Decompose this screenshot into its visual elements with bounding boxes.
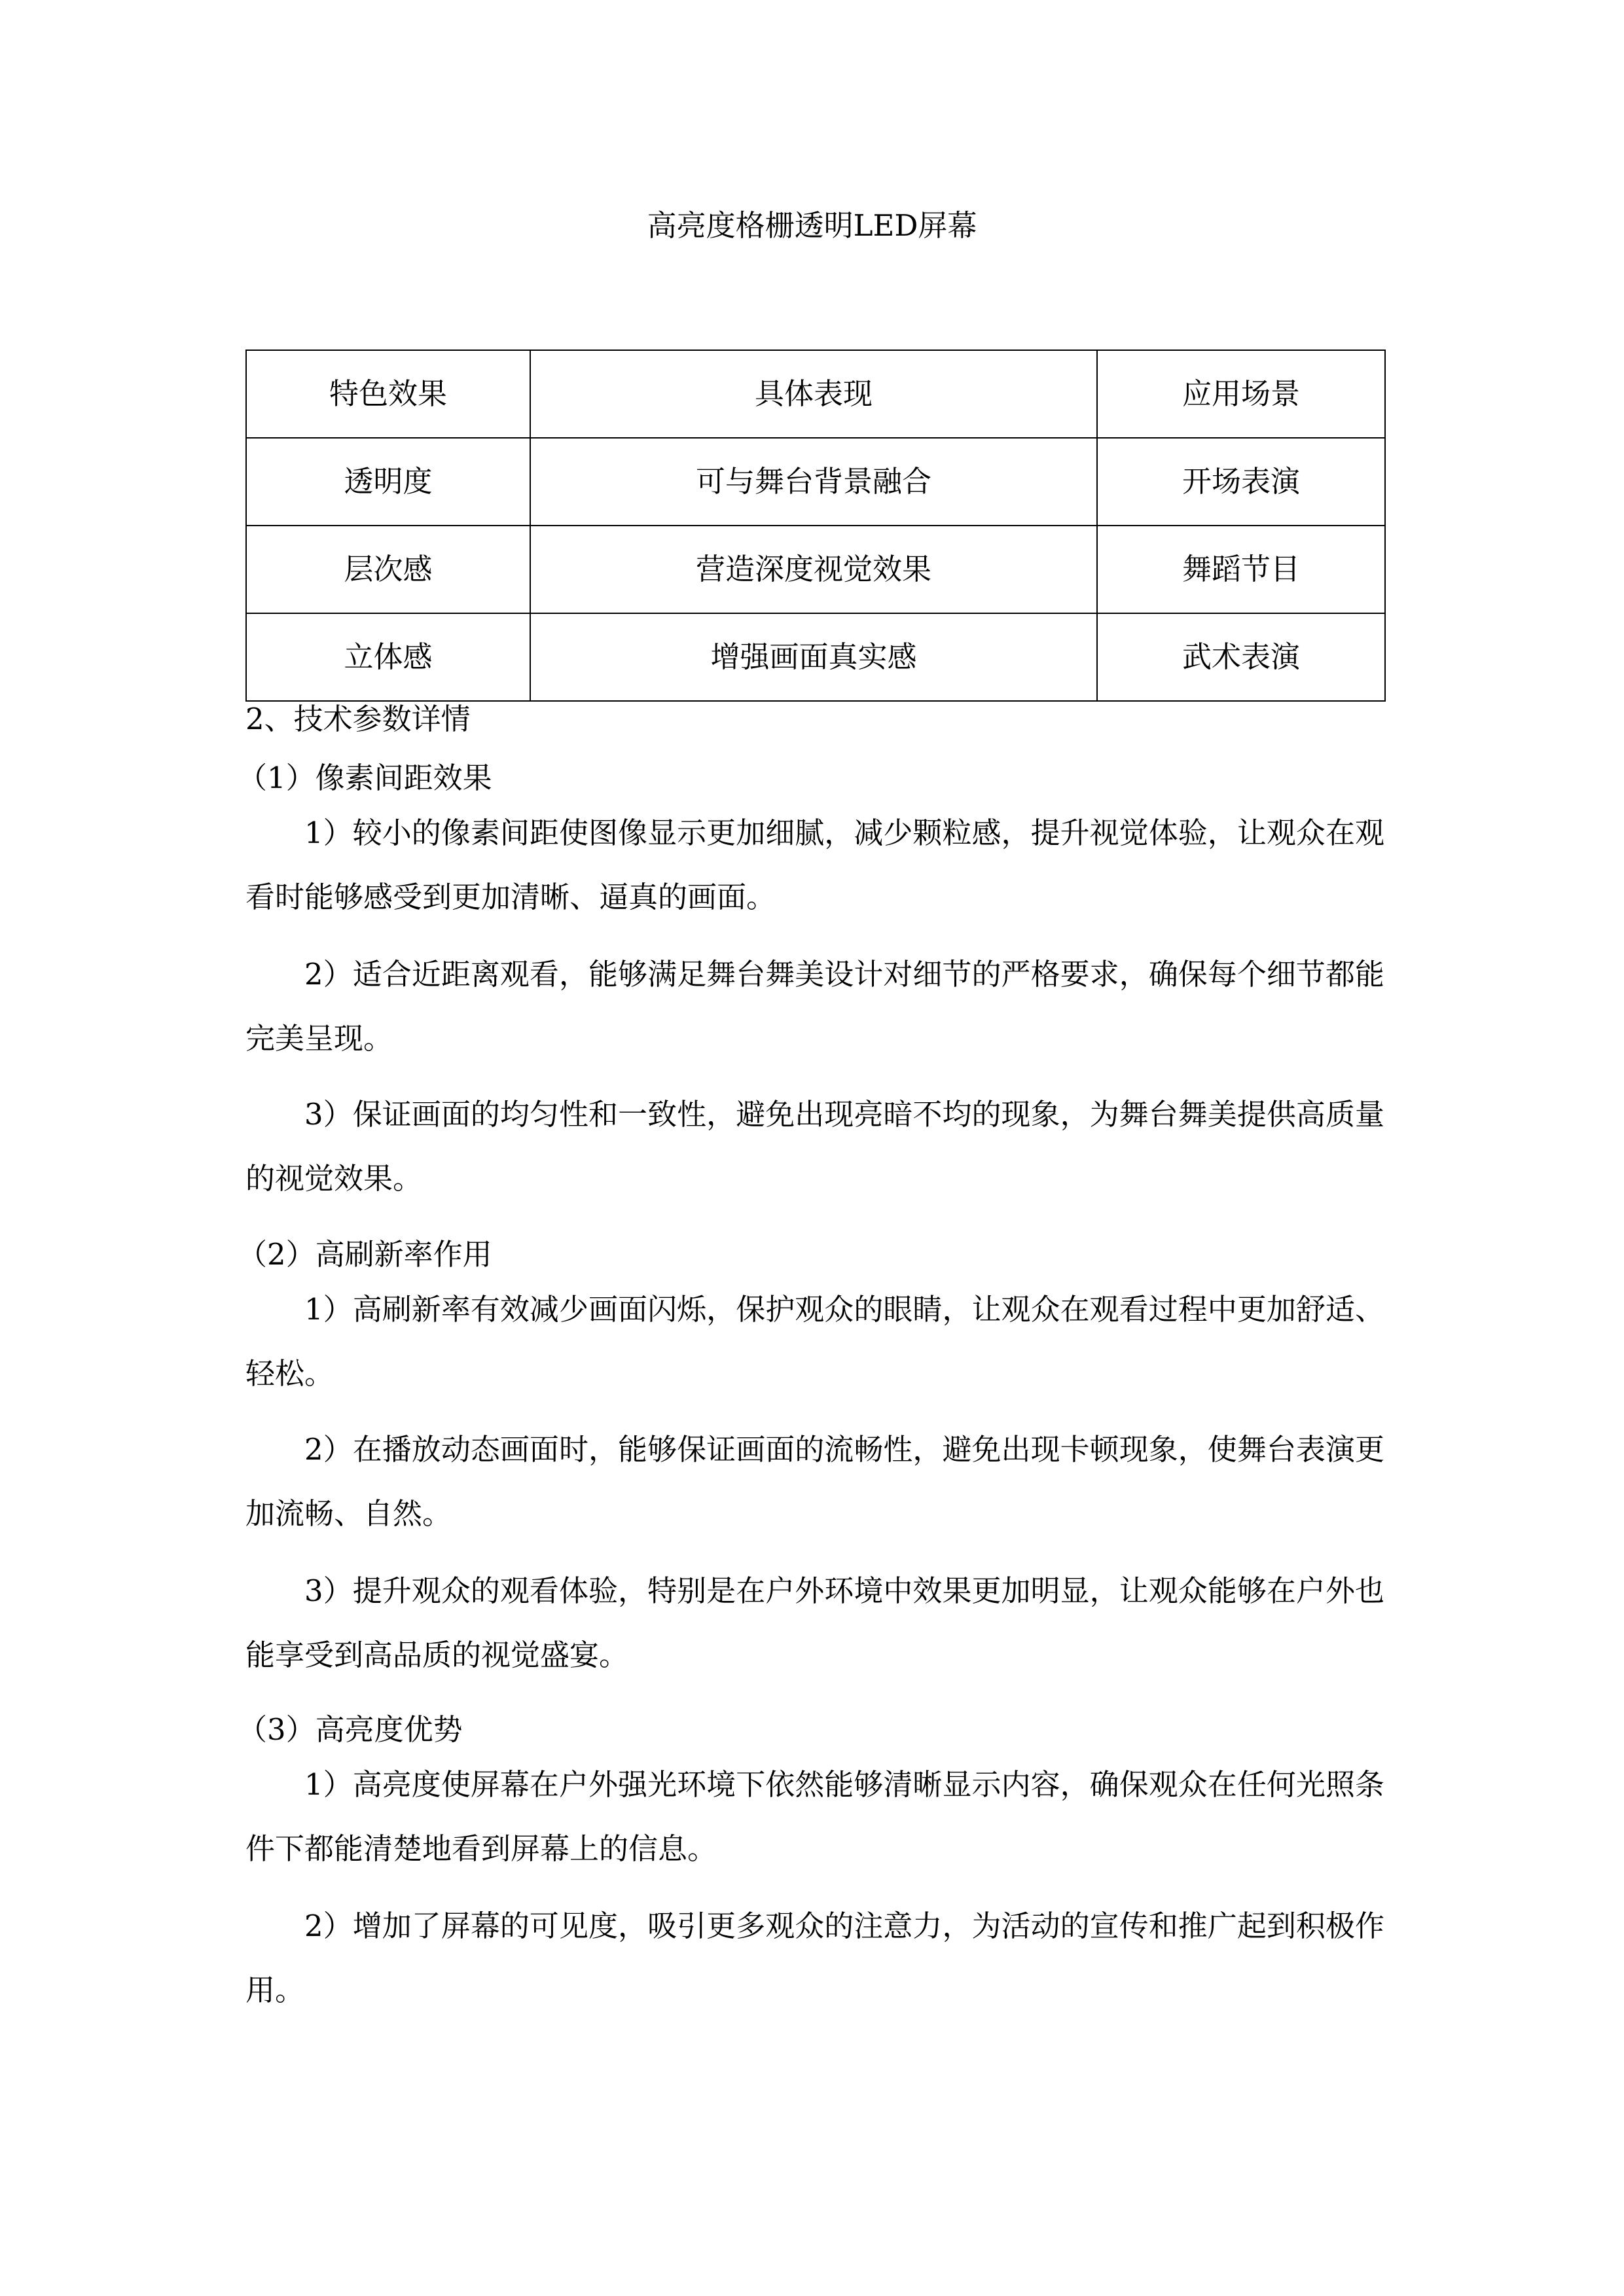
paragraph: 2）适合近距离观看，能够满足舞台舞美设计对细节的严格要求，确保每个细节都能完美呈现。 — [245, 957, 1384, 1056]
paragraph: 1）较小的像素间距使图像显示更加细腻，减少颗粒感，提升视觉体验，让观众在观看时能够感受到更加清晰、逼真的画面。 — [245, 816, 1384, 914]
subsection-heading: （2）高刷新率作用 — [238, 1237, 492, 1272]
table-row — [246, 526, 1385, 613]
table-header-cell: 具体表现 — [530, 350, 1097, 438]
paragraph: 2）增加了屏幕的可见度，吸引更多观众的注意力，为活动的宣传和推广起到积极作用。 — [245, 1909, 1384, 2007]
paragraph: 3）保证画面的均匀性和一致性，避免出现亮暗不均的现象，为舞台舞美提供高质量的视觉效果。 — [245, 1097, 1384, 1196]
table-header-cell: 应用场景 — [1097, 350, 1385, 438]
table-header-row — [246, 350, 1385, 438]
table-cell: 透明度 — [246, 438, 530, 526]
table-cell: 武术表演 — [1097, 613, 1385, 701]
table-cell: 层次感 — [246, 526, 530, 613]
paragraph: 1）高刷新率有效减少画面闪烁，保护观众的眼睛，让观众在观看过程中更加舒适、轻松。 — [245, 1292, 1384, 1391]
subsection-heading: （3）高亮度优势 — [238, 1712, 463, 1747]
table-cell: 开场表演 — [1097, 438, 1385, 526]
document-title: 高亮度格栅透明LED屏幕 — [647, 208, 977, 243]
table-header-cell: 特色效果 — [246, 350, 530, 438]
subsection-heading: （1）像素间距效果 — [238, 761, 492, 795]
table-cell: 舞蹈节目 — [1097, 526, 1385, 613]
table-row — [246, 438, 1385, 526]
table-cell: 营造深度视觉效果 — [530, 526, 1097, 613]
paragraph: 3）提升观众的观看体验，特别是在户外环境中效果更加明显，让观众能够在户外也能享受到高品质的视觉盛宴。 — [245, 1573, 1384, 1672]
features-table — [245, 350, 1386, 702]
table-cell: 增强画面真实感 — [530, 613, 1097, 701]
paragraph: 2）在播放动态画面时，能够保证画面的流畅性，避免出现卡顿现象，使舞台表演更加流畅、自然。 — [245, 1432, 1384, 1531]
table-cell: 可与舞台背景融合 — [530, 438, 1097, 526]
table-cell: 立体感 — [246, 613, 530, 701]
paragraph: 1）高亮度使屏幕在户外强光环境下依然能够清晰显示内容，确保观众在任何光照条件下都能清楚地看到屏幕上的信息。 — [245, 1767, 1384, 1866]
section-heading: 2、技术参数详情 — [245, 702, 471, 736]
